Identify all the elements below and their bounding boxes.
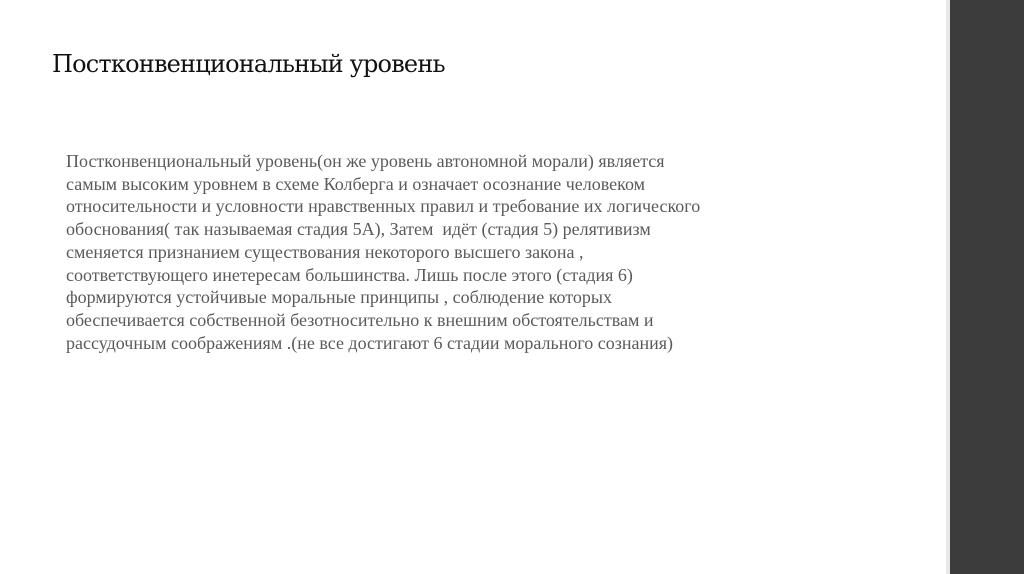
slide-body — [66, 150, 906, 354]
body-line-8: обеспечивается собственной безотносительно к внешним обстоятельствам и — [66, 309, 654, 330]
side-bar — [950, 0, 1024, 574]
body-line-1: Постконвенциональный уровень(он же уровень автономной морали) является — [66, 151, 665, 171]
body-line-9: рассудочным соображениям .(не все достигают 6 стадии морального сознания) — [66, 332, 674, 353]
body-line-2: самым высоким уровнем в схеме Колберга и означает осознание человеком — [66, 173, 645, 194]
body-line-7: формируются устойчивые моральные принципы , соблюдение которых — [66, 287, 613, 308]
body-line-3: относительности и условности нравственных правил и требование их логического — [66, 196, 701, 217]
body-line-5: сменяется признанием существования некоторого высшего закона , — [66, 241, 584, 262]
body-line-4: обоснования( так называемая стадия 5А), Затем идёт (стадия 5) релятивизм — [66, 219, 651, 240]
body-line-6: соответствующего инетересам большинства. Лишь после этого (стадия 6) — [66, 264, 633, 285]
slide-title: Постконвенциональный уровень — [52, 50, 445, 78]
